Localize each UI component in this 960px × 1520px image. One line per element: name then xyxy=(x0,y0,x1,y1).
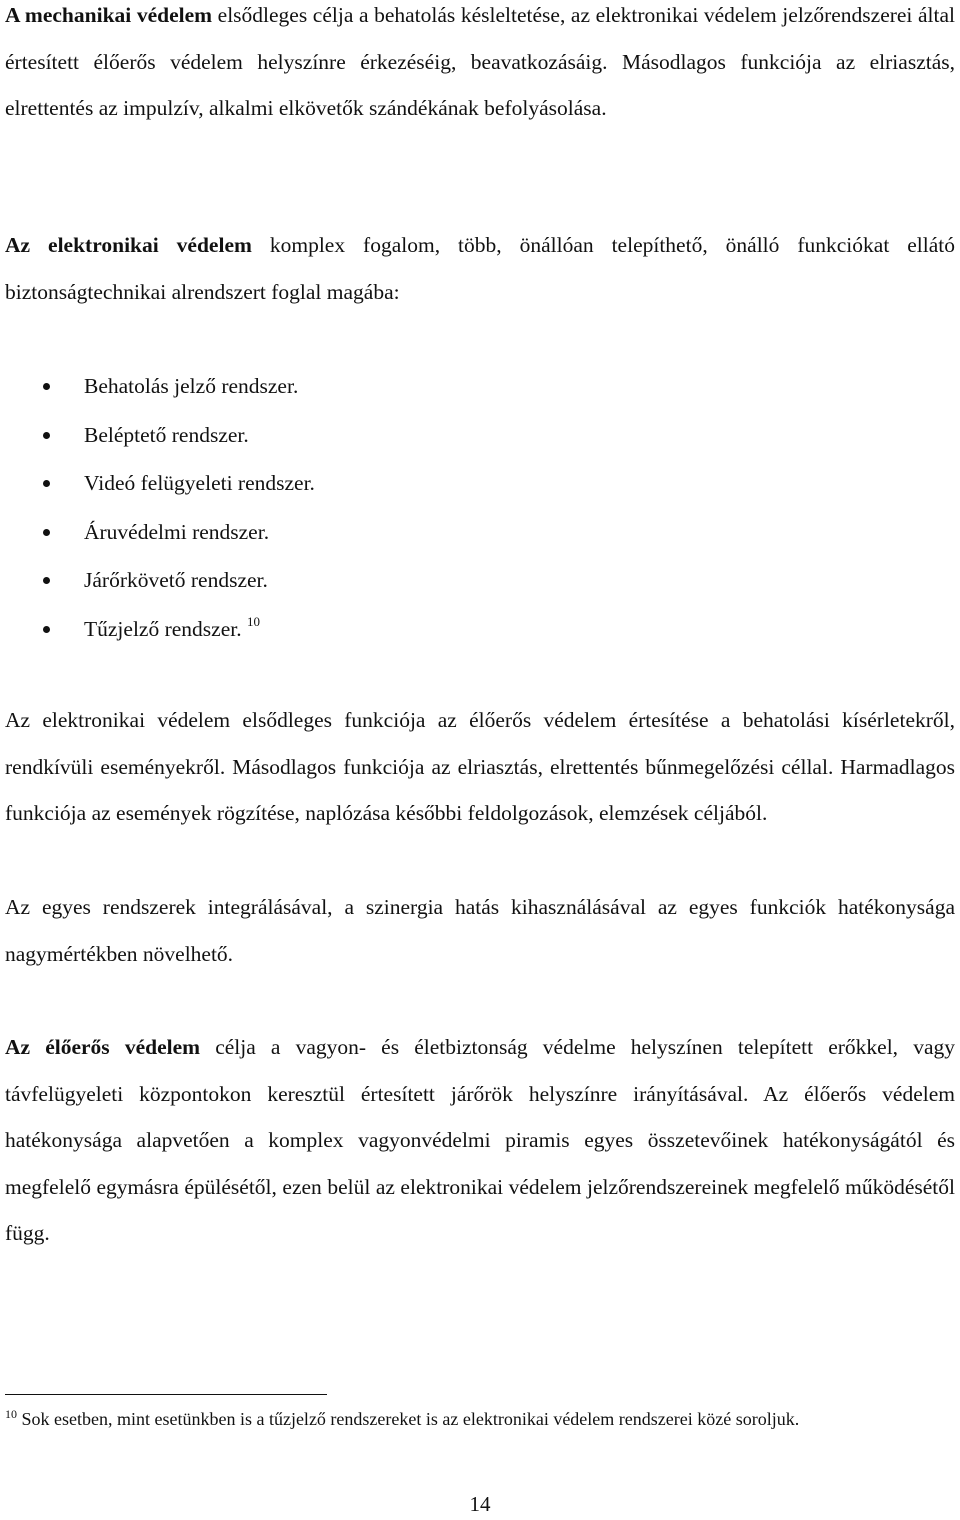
bullet-icon xyxy=(43,432,50,439)
list-item xyxy=(0,411,315,460)
list-item-text: Videó felügyeleti rendszer. xyxy=(84,471,315,496)
list-item-text: Tűzjelző rendszer. xyxy=(84,616,242,641)
paragraph-text: komplex fogalom, több, önállóan telepíthető, önálló funkciókat ellátó biztonságtechnikai alrendszert foglal magába: xyxy=(5,233,956,304)
paragraph-text: célja a vagyon- és életbiztonság védelme helyszínen telepített erőkkel, vagy távfelügyeleti központokon keresztül értesített járőrök helyszínre irányításával. Az élőerős védelem hatékonysága alapvetően a komplex vagyonvédelmi piramis egyes összetevőinek hatékonyságától és megfelelő egymásra épülésétől, ezen belül az elektronikai védelem jelzőrendszereinek megfelelő működésétől függ. xyxy=(5,1035,955,1245)
term-mechanical-protection: A mechanikai védelem xyxy=(5,3,213,27)
bullet-icon xyxy=(43,480,50,487)
paragraph-electronic-functions: Az elektronikai védelem elsődleges funkciója az élőerős védelem értesítése a behatolási kísérletekről, rendkívüli eseményekről. Másodlagos funkciója az elriasztás, elrettentés bűnmegelőzési céllal. Harmadlagos funkciója az események rögzítése, naplózása későbbi feldolgozások, elemzések céljából. xyxy=(5,708,955,825)
bullet-icon xyxy=(43,383,50,390)
list-item-text: Áruvédelmi rendszer. xyxy=(84,519,270,544)
term-manned-guarding: Az élőerős védelem xyxy=(5,1035,201,1059)
page-number: 14 xyxy=(469,1492,491,1516)
subsystem-list xyxy=(0,362,315,654)
footnote-reference[interactable]: 10 xyxy=(246,613,260,629)
list-item xyxy=(0,508,315,557)
list-item xyxy=(0,556,315,605)
list-item xyxy=(0,459,315,508)
bullet-icon xyxy=(43,529,50,536)
paragraph-mechanical-protection xyxy=(5,0,955,132)
bullet-icon xyxy=(43,577,50,584)
paragraph-integration: Az egyes rendszerek integrálásával, a szinergia hatás kihasználásával az egyes funkciók hatékonysága nagymértékben növelhető. xyxy=(5,895,955,966)
footnote-separator xyxy=(5,1394,327,1395)
list-item xyxy=(0,362,315,411)
list-item-text: Beléptető rendszer. xyxy=(84,422,249,447)
footnote-text: Sok esetben, mint esetünkben is a tűzjelző rendszereket is az elektronikai védelem rendszerei közé soroljuk. xyxy=(17,1409,800,1429)
paragraph-electronic-protection xyxy=(5,222,955,315)
list-item xyxy=(0,605,315,654)
bullet-icon xyxy=(43,626,50,633)
list-item-text: Járőrkövető rendszer. xyxy=(84,568,268,593)
term-electronic-protection: Az elektronikai védelem xyxy=(5,233,252,257)
footnote xyxy=(5,1407,915,1434)
paragraph-manned-guarding xyxy=(5,1024,955,1257)
paragraph-text: elsődleges célja a behatolás késleltetése, az elektronikai védelem jelzőrendszerei által értesített élőerős védelem helyszínre érkezéséig, beavatkozásáig. Másodlagos funkciója az elriasztás, elrettentés az impulzív, alkalmi elkövetők szándékának befolyásolása. xyxy=(5,3,956,120)
footnote-number: 10 xyxy=(5,1407,17,1421)
list-item-text: Behatolás jelző rendszer. xyxy=(84,374,299,398)
